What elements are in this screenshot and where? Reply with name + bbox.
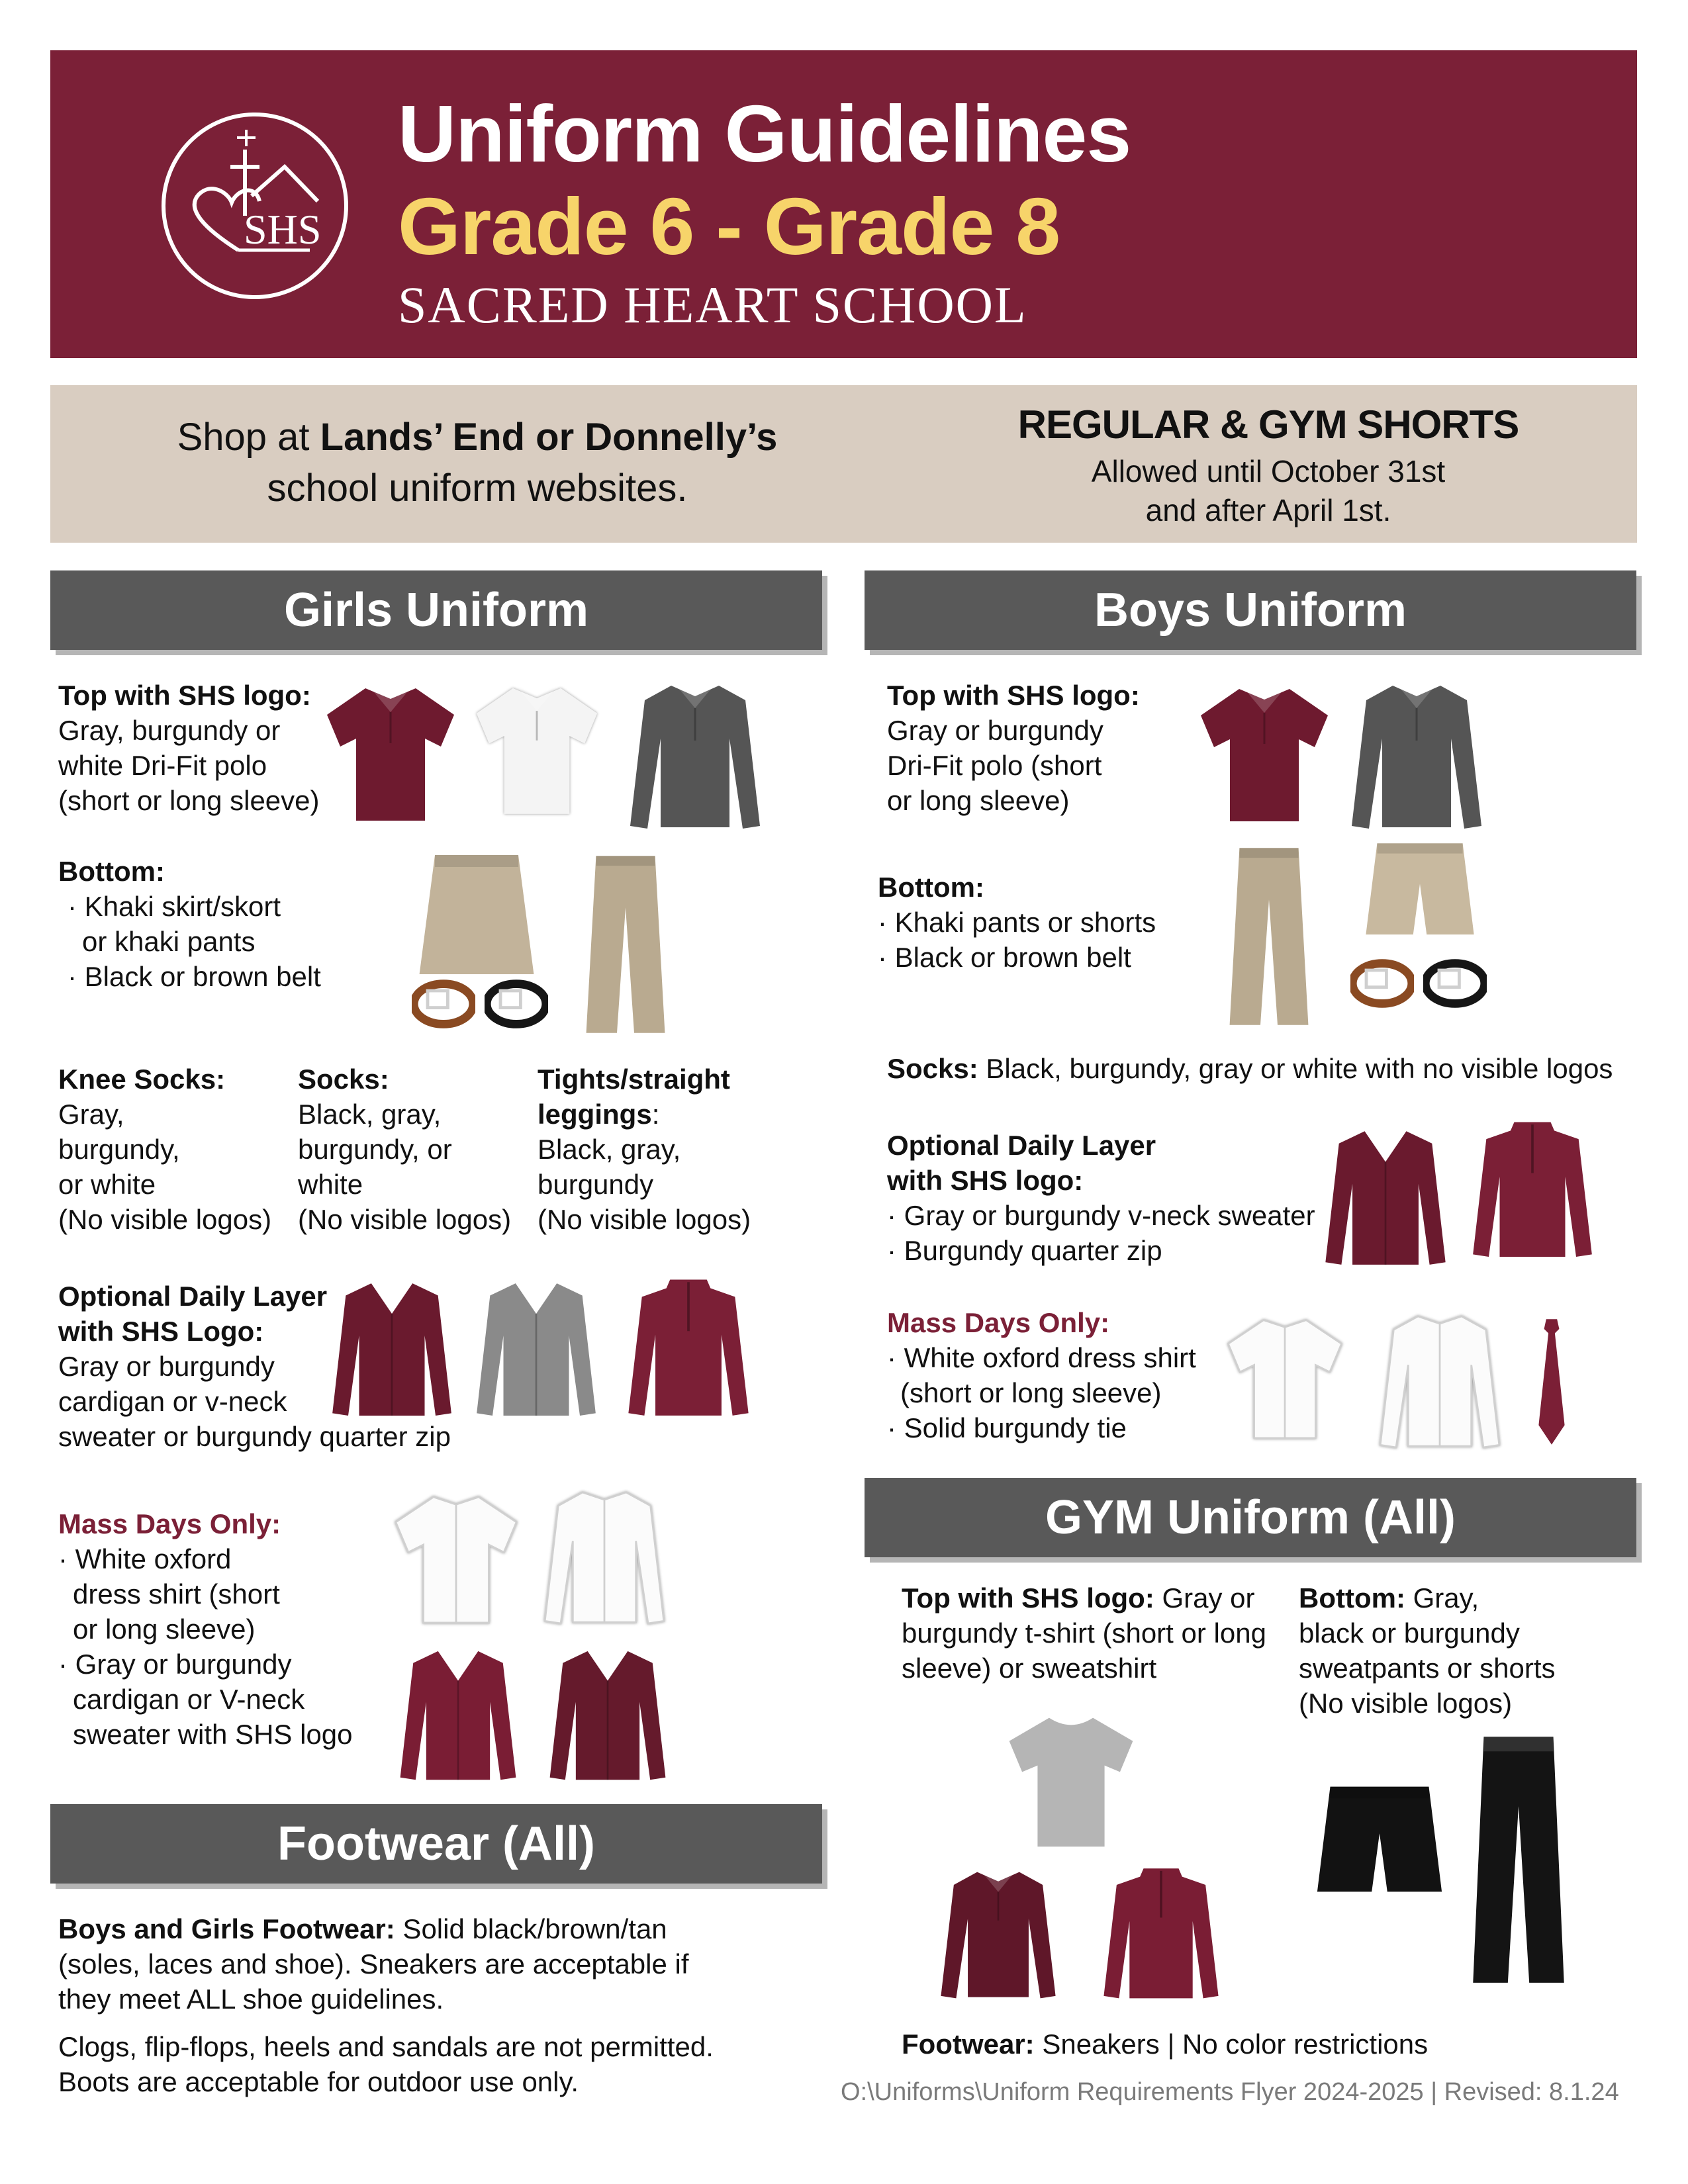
school-name: SACRED HEART SCHOOL bbox=[398, 276, 1027, 334]
khaki-skirt-image bbox=[417, 848, 536, 981]
boys-socks-text: Socks: Black, burgundy, gray or white with no visible logos bbox=[887, 1053, 1613, 1084]
page-title: Uniform Guidelines bbox=[398, 89, 1131, 179]
gray-tshirt-image bbox=[1000, 1710, 1143, 1852]
boys-burgundy-quarter-zip-image bbox=[1464, 1118, 1601, 1264]
girls-layer-text: Optional Daily Layer with SHS Logo: Gray or burgundy cardigan or v-neck sweater or burgundy quarter zip bbox=[58, 1281, 451, 1452]
shorts-title: REGULAR & GYM SHORTS bbox=[1017, 402, 1519, 447]
gym-top-text: Top with SHS logo: Gray or burgundy t-shirt (short or long sleeve) or sweatshirt bbox=[902, 1582, 1266, 1684]
black-sweatpants-image bbox=[1463, 1733, 1574, 1987]
boys-top-text: Top with SHS logo: Gray or burgundy Dri-Fit polo (short or long sleeve) bbox=[887, 680, 1140, 816]
burgundy-tie-image bbox=[1530, 1317, 1573, 1447]
boys-khaki-shorts-image bbox=[1364, 837, 1476, 942]
shorts-line-1: Allowed until October 31st bbox=[1091, 454, 1446, 488]
girls-top-text: Top with SHS logo: Gray, burgundy or white Dri-Fit polo (short or long sleeve) bbox=[58, 680, 320, 816]
gray-polo-long-image bbox=[629, 678, 761, 837]
boys-mass-text: Mass Days Only: · White oxford dress shirt (short or long sleeve) · Solid burgundy tie bbox=[887, 1307, 1196, 1443]
girls-socks-text: Socks: Black, gray, burgundy, or white (No visible logos) bbox=[298, 1064, 512, 1235]
boys-gray-polo-long-image bbox=[1350, 678, 1483, 837]
girls-mass-text: Mass Days Only: · White oxford dress shirt (short or long sleeve) · Gray or burgundy cardigan or V-neck sweater with SHS logo bbox=[58, 1508, 353, 1750]
white-polo-short-image bbox=[474, 680, 600, 819]
gray-cardigan-image bbox=[475, 1277, 597, 1423]
burgundy-quarter-zip-image bbox=[622, 1276, 755, 1423]
info-band bbox=[50, 385, 1637, 543]
girls-uniform-heading: Girls Uniform bbox=[50, 570, 822, 650]
black-belt-image bbox=[485, 978, 548, 1030]
brown-belt-image bbox=[412, 978, 475, 1030]
boys-brown-belt-image bbox=[1350, 957, 1414, 1010]
burgundy-polo-short-image bbox=[324, 680, 457, 826]
gym-bottom-text: Bottom: Gray, black or burgundy sweatpants or shorts (No visible logos) bbox=[1299, 1582, 1556, 1719]
boys-burgundy-vneck-image bbox=[1323, 1125, 1448, 1272]
boys-black-belt-image bbox=[1423, 957, 1487, 1010]
boys-burgundy-polo-image bbox=[1198, 680, 1331, 827]
svg-text:SHS: SHS bbox=[244, 206, 322, 253]
gym-footwear-text: Footwear: Sneakers | No color restrictions bbox=[902, 2028, 1429, 2060]
khaki-pants-image bbox=[583, 848, 669, 1040]
burgundy-long-tee-image bbox=[932, 1865, 1064, 2005]
white-oxford-short-image bbox=[393, 1489, 519, 1628]
boys-khaki-pants-image bbox=[1226, 841, 1312, 1032]
shop-line-1: Shop at Lands’ End or Donnelly’s bbox=[177, 416, 778, 459]
header-banner bbox=[50, 50, 1637, 358]
black-gym-shorts-image bbox=[1315, 1775, 1444, 1905]
boys-layer-text: Optional Daily Layer with SHS logo: · Gray or burgundy v-neck sweater · Burgundy quarter zip bbox=[887, 1130, 1315, 1266]
boys-uniform-heading: Boys Uniform bbox=[865, 570, 1636, 650]
gym-uniform-heading: GYM Uniform (All) bbox=[865, 1478, 1636, 1557]
white-oxford-long-image bbox=[541, 1485, 667, 1631]
boys-white-oxford-short-image bbox=[1215, 1313, 1354, 1443]
footwear-note: Clogs, flip-flops, heels and sandals are not permitted. Boots are acceptable for outdoor use only. bbox=[58, 2031, 714, 2097]
shop-line-2: school uniform websites. bbox=[267, 467, 688, 510]
file-path-footer: O:\Uniforms\Uniform Requirements Flyer 2024-2025 | Revised: 8.1.24 bbox=[841, 2078, 1619, 2106]
boys-white-oxford-long-image bbox=[1370, 1309, 1509, 1455]
footwear-heading: Footwear (All) bbox=[50, 1804, 822, 1884]
footwear-text: Boys and Girls Footwear: Solid black/brown/tan (soles, laces and shoe). Sneakers are acceptable if they meet ALL shoe guidelines. bbox=[58, 1913, 689, 2015]
grade-range: Grade 6 - Grade 8 bbox=[398, 181, 1060, 271]
girls-tights-text: Tights/straight leggings: Black, gray, burgundy (No visible logos) bbox=[538, 1064, 751, 1235]
shorts-line-2: and after April 1st. bbox=[1145, 493, 1391, 527]
shs-logo-icon bbox=[159, 110, 351, 302]
burgundy-cardigan-mass-image bbox=[397, 1645, 519, 1787]
burgundy-vneck-mass-image bbox=[547, 1645, 669, 1787]
burgundy-cardigan-image bbox=[331, 1277, 453, 1423]
boys-bottom-text: Bottom: · Khaki pants or shorts · Black or brown belt bbox=[878, 872, 1156, 973]
burgundy-sweatshirt-image bbox=[1092, 1865, 1230, 2005]
girls-knee-socks-text: Knee Socks: Gray, burgundy, or white (No visible logos) bbox=[58, 1064, 272, 1235]
girls-bottom-text: Bottom: · Khaki skirt/skort or khaki pants · Black or brown belt bbox=[58, 856, 321, 992]
